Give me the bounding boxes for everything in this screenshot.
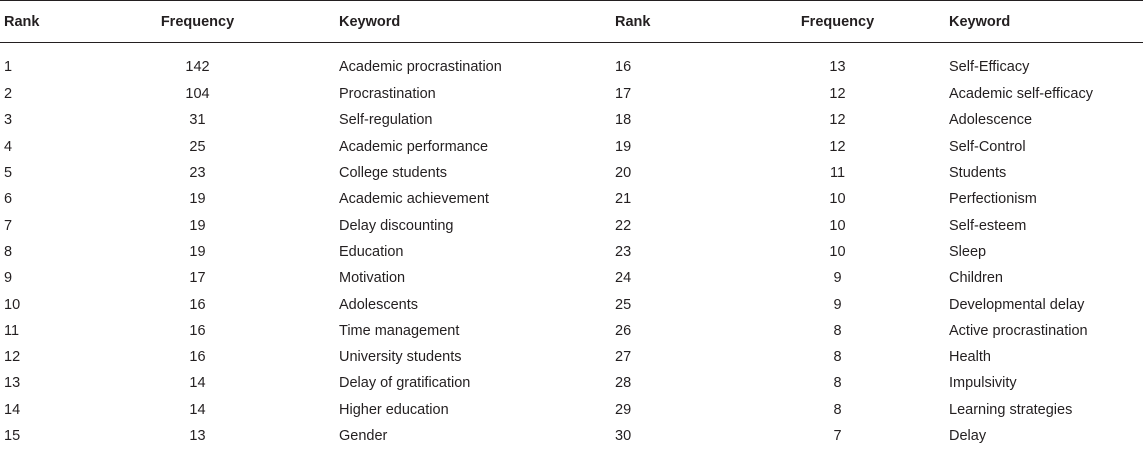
keyword-cell: University students [335,344,615,370]
rank-cell: 5 [0,160,90,186]
keyword-cell: Gender [335,423,615,449]
frequency-cell-2: 10 [760,239,945,265]
rank-cell-2: 18 [615,107,760,133]
keyword-cell: Adolescents [335,291,615,317]
frequency-cell-2: 8 [760,318,945,344]
frequency-cell: 17 [90,265,335,291]
frequency-cell: 23 [90,160,335,186]
keyword-cell: Self-regulation [335,107,615,133]
frequency-cell-2: 9 [760,265,945,291]
frequency-cell-2: 10 [760,212,945,238]
rank-cell-2: 17 [615,81,760,107]
frequency-cell: 142 [90,43,335,82]
rank-cell: 7 [0,212,90,238]
frequency-cell-2: 12 [760,81,945,107]
frequency-cell-2: 12 [760,107,945,133]
keyword-cell-2: Children [945,265,1143,291]
keyword-cell-2: Self-esteem [945,212,1143,238]
rank-cell: 6 [0,186,90,212]
keyword-cell-2: Active procrastination [945,318,1143,344]
table-row [0,134,1143,160]
rank-cell-2: 19 [615,134,760,160]
keyword-cell-2: Learning strategies [945,397,1143,423]
frequency-cell: 16 [90,344,335,370]
keyword-cell-2: Students [945,160,1143,186]
keyword-cell-2: Delay [945,423,1143,449]
rank-cell-2: 27 [615,344,760,370]
frequency-cell: 19 [90,239,335,265]
keyword-cell-2: Developmental delay [945,291,1143,317]
keyword-cell: College students [335,160,615,186]
keyword-cell: Higher education [335,397,615,423]
header-frequency: Frequency [90,1,335,43]
table-row [0,291,1143,317]
frequency-cell: 31 [90,107,335,133]
frequency-cell-2: 7 [760,423,945,449]
frequency-cell: 14 [90,397,335,423]
header-row [0,1,1143,43]
rank-cell: 4 [0,134,90,160]
keyword-cell: Time management [335,318,615,344]
rank-cell: 12 [0,344,90,370]
rank-cell: 2 [0,81,90,107]
table-row [0,186,1143,212]
keyword-cell-2: Perfectionism [945,186,1143,212]
table-row [0,370,1143,396]
keyword-cell: Procrastination [335,81,615,107]
rank-cell-2: 22 [615,212,760,238]
frequency-cell: 13 [90,423,335,449]
rank-cell-2: 28 [615,370,760,396]
keyword-cell-2: Self-Efficacy [945,43,1143,82]
frequency-cell: 19 [90,186,335,212]
table-row [0,318,1143,344]
table-body [0,43,1143,449]
rank-cell-2: 16 [615,43,760,82]
rank-cell: 11 [0,318,90,344]
keyword-cell: Academic procrastination [335,43,615,82]
table-row [0,423,1143,449]
frequency-cell-2: 8 [760,344,945,370]
keyword-cell-2: Sleep [945,239,1143,265]
rank-cell: 1 [0,43,90,82]
table-row [0,43,1143,82]
header-frequency-2: Frequency [760,1,945,43]
rank-cell-2: 20 [615,160,760,186]
rank-cell: 9 [0,265,90,291]
rank-cell-2: 29 [615,397,760,423]
keyword-cell: Delay discounting [335,212,615,238]
rank-cell-2: 26 [615,318,760,344]
keyword-cell: Education [335,239,615,265]
frequency-cell: 16 [90,318,335,344]
frequency-cell: 16 [90,291,335,317]
frequency-cell: 14 [90,370,335,396]
table-row [0,160,1143,186]
table-row [0,239,1143,265]
header-rank: Rank [0,1,90,43]
frequency-cell-2: 12 [760,134,945,160]
frequency-cell-2: 8 [760,370,945,396]
keyword-cell-2: Impulsivity [945,370,1143,396]
keyword-cell: Delay of gratification [335,370,615,396]
keyword-cell-2: Self-Control [945,134,1143,160]
table-row [0,212,1143,238]
rank-cell: 3 [0,107,90,133]
rank-cell: 8 [0,239,90,265]
rank-cell-2: 23 [615,239,760,265]
rank-cell-2: 24 [615,265,760,291]
rank-cell: 14 [0,397,90,423]
table-row [0,265,1143,291]
table-row [0,344,1143,370]
keyword-cell-2: Adolescence [945,107,1143,133]
keyword-cell-2: Academic self-efficacy [945,81,1143,107]
table-row [0,107,1143,133]
frequency-cell: 25 [90,134,335,160]
table-row [0,397,1143,423]
header-rank-2: Rank [615,1,760,43]
rank-cell: 13 [0,370,90,396]
header-keyword: Keyword [335,1,615,43]
rank-cell: 10 [0,291,90,317]
frequency-cell-2: 11 [760,160,945,186]
rank-cell-2: 30 [615,423,760,449]
frequency-cell: 19 [90,212,335,238]
rank-cell-2: 25 [615,291,760,317]
rank-cell: 15 [0,423,90,449]
keyword-cell-2: Health [945,344,1143,370]
frequency-cell-2: 8 [760,397,945,423]
frequency-cell-2: 10 [760,186,945,212]
frequency-cell-2: 13 [760,43,945,82]
frequency-cell: 104 [90,81,335,107]
table-row [0,81,1143,107]
keyword-cell: Academic achievement [335,186,615,212]
header-keyword-2: Keyword [945,1,1143,43]
keyword-cell: Motivation [335,265,615,291]
rank-cell-2: 21 [615,186,760,212]
keyword-cell: Academic performance [335,134,615,160]
frequency-cell-2: 9 [760,291,945,317]
